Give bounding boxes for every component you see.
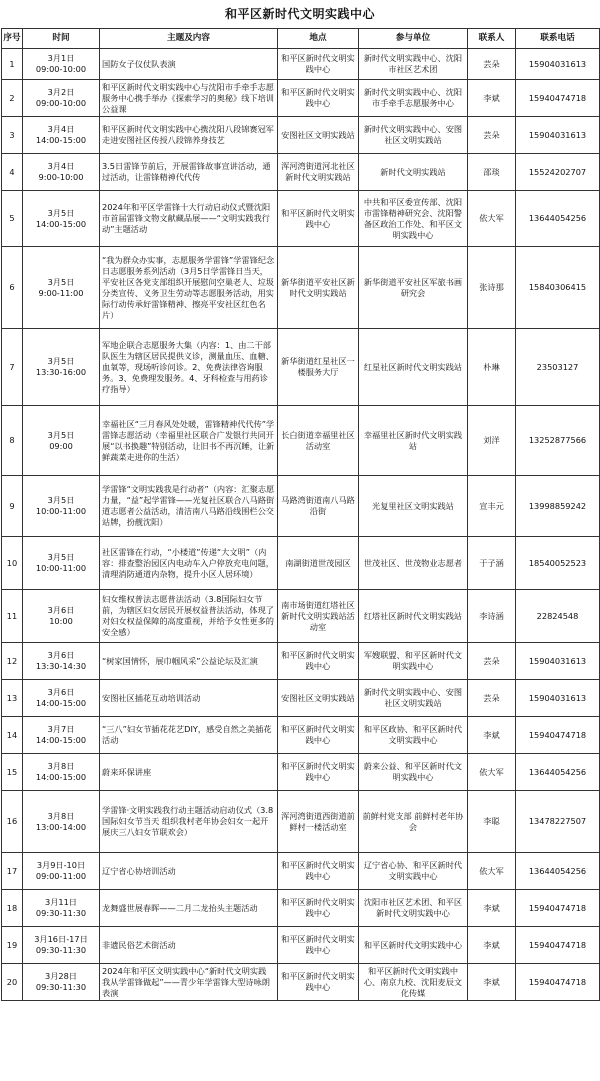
cell-topic: 蔚来环保讲座 xyxy=(100,754,278,791)
cell-units: 光复里社区文明实践站 xyxy=(359,476,468,537)
cell-units: 和平区政协、和平区新时代文明实践中心 xyxy=(359,717,468,754)
cell-phone: 15940474718 xyxy=(516,890,600,927)
cell-contact: 于子涵 xyxy=(468,537,516,590)
cell-units: 红星社区新时代文明实践站 xyxy=(359,329,468,406)
cell-phone: 23503127 xyxy=(516,329,600,406)
cell-place: 和平区新时代文明实践中心 xyxy=(278,964,359,1001)
cell-place: 新华街道平安社区新时代文明实践站 xyxy=(278,247,359,329)
cell-no: 14 xyxy=(2,717,23,754)
cell-no: 13 xyxy=(2,680,23,717)
cell-units: 幸福里社区新时代文明实践站 xyxy=(359,406,468,476)
cell-place: 和平区新时代文明实践中心 xyxy=(278,853,359,890)
cell-topic: 辽宁省心协培训活动 xyxy=(100,853,278,890)
cell-no: 6 xyxy=(2,247,23,329)
cell-place: 和平区新时代文明实践中心 xyxy=(278,49,359,80)
cell-units: 新时代文明实践中心、沈阳市社区艺术团 xyxy=(359,49,468,80)
cell-time: 3月5日 14:00-15:00 xyxy=(23,191,100,247)
cell-contact: 芸朵 xyxy=(468,680,516,717)
cell-units: 中共和平区委宣传部、沈阳市雷锋精神研究会、沈阳警备区政治工作处、和平区文明实践中心 xyxy=(359,191,468,247)
cell-no: 18 xyxy=(2,890,23,927)
table-row xyxy=(2,247,600,329)
cell-topic: 龙舞盛世展春晖——二月二龙抬头主题活动 xyxy=(100,890,278,927)
cell-phone: 13644054256 xyxy=(516,853,600,890)
cell-contact: 朴琳 xyxy=(468,329,516,406)
cell-no: 16 xyxy=(2,791,23,853)
cell-no: 15 xyxy=(2,754,23,791)
cell-no: 5 xyxy=(2,191,23,247)
cell-units: 世茂社区、世茂物业志愿者 xyxy=(359,537,468,590)
table-row xyxy=(2,717,600,754)
cell-time: 3月5日 13:30-16:00 xyxy=(23,329,100,406)
cell-place: 浑河湾街道西街道前鲜村一楼活动室 xyxy=(278,791,359,853)
cell-time: 3月6日 14:00-15:00 xyxy=(23,680,100,717)
cell-units: 新华街道平安社区军旅书画研究会 xyxy=(359,247,468,329)
cell-place: 和平区新时代文明实践中心 xyxy=(278,927,359,964)
cell-contact: 李斌 xyxy=(468,964,516,1001)
cell-time: 3月11日 09:30-11:30 xyxy=(23,890,100,927)
cell-time: 3月28日 09:30-11:30 xyxy=(23,964,100,1001)
cell-time: 3月8日 13:00-14:00 xyxy=(23,791,100,853)
cell-place: 长白街道幸福里社区活动室 xyxy=(278,406,359,476)
cell-contact: 李聪 xyxy=(468,791,516,853)
cell-contact: 依大军 xyxy=(468,754,516,791)
cell-phone: 18540052523 xyxy=(516,537,600,590)
cell-topic: “三八”妇女节插花花艺DIY，感受自然之美插花活动 xyxy=(100,717,278,754)
cell-units: 和平区新时代文明实践中心 xyxy=(359,927,468,964)
cell-time: 3月6日 10:00 xyxy=(23,590,100,643)
cell-topic: 军地企联合志愿服务大集（内容：1、由二干部队医生为辖区居民提供义诊，测量血压、血糖、血氧等，现场听诊问诊。2、免费法律咨询服务。3、免费理发服务。4、牙科检查与用药诊疗指导） xyxy=(100,329,278,406)
cell-topic: 2024年和平区学雷锋十大行动启动仪式暨沈阳市首届雷锋文物文献藏品展——“文明实践我行动”主题活动 xyxy=(100,191,278,247)
cell-no: 7 xyxy=(2,329,23,406)
cell-contact: 芸朵 xyxy=(468,49,516,80)
schedule-table xyxy=(1,28,600,1001)
cell-topic: 安图社区插花互动培训活动 xyxy=(100,680,278,717)
table-row xyxy=(2,49,600,80)
header-time: 时间 xyxy=(23,29,100,49)
table-row xyxy=(2,927,600,964)
cell-no: 2 xyxy=(2,80,23,117)
table-row xyxy=(2,680,600,717)
cell-no: 11 xyxy=(2,590,23,643)
table-row xyxy=(2,329,600,406)
cell-phone: 13998859242 xyxy=(516,476,600,537)
table-row xyxy=(2,80,600,117)
cell-no: 12 xyxy=(2,643,23,680)
cell-no: 1 xyxy=(2,49,23,80)
cell-phone: 15940474718 xyxy=(516,717,600,754)
header-topic: 主题及内容 xyxy=(100,29,278,49)
cell-phone: 15840306415 xyxy=(516,247,600,329)
cell-contact: 刘洋 xyxy=(468,406,516,476)
cell-time: 3月1日 09:00-10:00 xyxy=(23,49,100,80)
cell-place: 马路湾街道南八马路沿街 xyxy=(278,476,359,537)
cell-no: 17 xyxy=(2,853,23,890)
cell-place: 南湖街道世茂园区 xyxy=(278,537,359,590)
cell-contact: 张诗那 xyxy=(468,247,516,329)
cell-topic: “树家国情怀，展巾帼风采”公益论坛及汇演 xyxy=(100,643,278,680)
cell-contact: 依大军 xyxy=(468,853,516,890)
cell-phone: 13644054256 xyxy=(516,754,600,791)
cell-units: 蔚来公益、和平区新时代文明实践中心 xyxy=(359,754,468,791)
cell-topic: 非遗民俗艺术街活动 xyxy=(100,927,278,964)
cell-time: 3月16日-17日 09:30-11:30 xyxy=(23,927,100,964)
cell-contact: 芸朵 xyxy=(468,643,516,680)
cell-contact: 李诗涵 xyxy=(468,590,516,643)
cell-time: 3月9日-10日 09:00-11:00 xyxy=(23,853,100,890)
cell-place: 南市场街道红塔社区新时代文明实践站活动室 xyxy=(278,590,359,643)
cell-phone: 15904031613 xyxy=(516,49,600,80)
header-phone: 联系电话 xyxy=(516,29,600,49)
table-row xyxy=(2,537,600,590)
cell-no: 9 xyxy=(2,476,23,537)
cell-topic: 学雷锋“文明实践我是行动者”（内容：汇聚志愿力量，“益”起学雷锋——光复社区联合八马路街道志愿者公益活动，清洁南八马路沿线围栏公交站牌，扮靓沈阳） xyxy=(100,476,278,537)
cell-topic: 2024年和平区文明实践中心“新时代文明实践 我从学雷锋做起”——青少年学雷锋大型诗咏朗表演 xyxy=(100,964,278,1001)
cell-topic: 国防女子仪仗队表演 xyxy=(100,49,278,80)
cell-units: 新时代文明实践中心、安图社区文明实践站 xyxy=(359,680,468,717)
cell-place: 和平区新时代文明实践中心 xyxy=(278,754,359,791)
table-row xyxy=(2,853,600,890)
cell-phone: 13252877566 xyxy=(516,406,600,476)
cell-time: 3月2日 09:00-10:00 xyxy=(23,80,100,117)
cell-units: 红塔社区新时代文明实践站 xyxy=(359,590,468,643)
cell-phone: 15904031613 xyxy=(516,643,600,680)
cell-units: 前鲜村党支部 前鲜村老年协会 xyxy=(359,791,468,853)
cell-contact: 李斌 xyxy=(468,927,516,964)
cell-place: 浑河湾街道河北社区新时代文明实践站 xyxy=(278,154,359,191)
cell-place: 和平区新时代文明实践中心 xyxy=(278,643,359,680)
cell-place: 和平区新时代文明实践中心 xyxy=(278,890,359,927)
cell-units: 新时代文明实践中心、安图社区文明实践站 xyxy=(359,117,468,154)
table-row xyxy=(2,964,600,1001)
table-row xyxy=(2,791,600,853)
cell-units: 新时代文明实践站 xyxy=(359,154,468,191)
cell-phone: 15904031613 xyxy=(516,680,600,717)
cell-contact: 宣丰元 xyxy=(468,476,516,537)
cell-units: 辽宁省心协、和平区新时代文明实践中心 xyxy=(359,853,468,890)
cell-units: 和平区新时代文明实践中心、南京九校、沈阳麦辰文化传媒 xyxy=(359,964,468,1001)
cell-units: 新时代文明实践中心、沈阳市手牵手志愿服务中心 xyxy=(359,80,468,117)
cell-units: 沈阳市社区艺术团、和平区新时代文明实践中心 xyxy=(359,890,468,927)
cell-phone: 22824548 xyxy=(516,590,600,643)
cell-phone: 15940474718 xyxy=(516,927,600,964)
cell-time: 3月5日 09:00 xyxy=(23,406,100,476)
cell-place: 和平区新时代文明实践中心 xyxy=(278,80,359,117)
cell-contact: 依大军 xyxy=(468,191,516,247)
cell-phone: 15904031613 xyxy=(516,117,600,154)
cell-place: 和平区新时代文明实践中心 xyxy=(278,717,359,754)
cell-no: 10 xyxy=(2,537,23,590)
cell-place: 新华街道红星社区一楼服务大厅 xyxy=(278,329,359,406)
cell-phone: 15940474718 xyxy=(516,964,600,1001)
header-contact: 联系人 xyxy=(468,29,516,49)
cell-place: 安图社区文明实践站 xyxy=(278,680,359,717)
header-no: 序号 xyxy=(2,29,23,49)
table-row xyxy=(2,643,600,680)
header-row xyxy=(2,29,600,49)
table-row xyxy=(2,890,600,927)
cell-time: 3月6日 13:30-14:30 xyxy=(23,643,100,680)
cell-contact: 李斌 xyxy=(468,717,516,754)
cell-time: 3月8日 14:00-15:00 xyxy=(23,754,100,791)
cell-phone: 13478227507 xyxy=(516,791,600,853)
cell-topic: “我为群众办实事，志愿服务学雷锋”学雷锋纪念日志愿服务系列活动（3月5日学雷锋日当天，平安社区各党支部组织开展慰问空巢老人、垃圾分类宣传、义务卫生劳动等志愿服务活动，用实际行动传承好雷锋精神、擦亮平安社区红色名片） xyxy=(100,247,278,329)
cell-contact: 李斌 xyxy=(468,80,516,117)
cell-phone: 15940474718 xyxy=(516,80,600,117)
cell-topic: 3.5日雷锋节前后，开展雷锋故事宣讲活动，通过活动，让雷锋精神代代传 xyxy=(100,154,278,191)
cell-phone: 15524202707 xyxy=(516,154,600,191)
cell-topic: 和平区新时代文明实践中心携沈阳八段锦赛冠军走进安图社区传授八段锦养身技艺 xyxy=(100,117,278,154)
header-place: 地点 xyxy=(278,29,359,49)
table-row xyxy=(2,590,600,643)
table-row xyxy=(2,754,600,791)
table-row xyxy=(2,117,600,154)
cell-contact: 李斌 xyxy=(468,890,516,927)
cell-no: 8 xyxy=(2,406,23,476)
cell-no: 20 xyxy=(2,964,23,1001)
table-row xyxy=(2,154,600,191)
table-row xyxy=(2,191,600,247)
page-title: 和平区新时代文明实践中心 xyxy=(224,7,375,21)
cell-contact: 芸朵 xyxy=(468,117,516,154)
cell-topic: 和平区新时代文明实践中心与沈阳市手牵手志愿服务中心携手举办《探索学习的奥秘》线下培训公益课 xyxy=(100,80,278,117)
cell-place: 安图社区文明实践站 xyxy=(278,117,359,154)
cell-topic: 幸福社区“三月春风处处暖，雷锋精神代代传”学雷锋志愿活动（幸福里社区联合广发银行共同开展“以书换趣”特别活动，让旧书不再沉睡，让新鲜蔬菜走进你的生活） xyxy=(100,406,278,476)
cell-phone: 13644054256 xyxy=(516,191,600,247)
cell-no: 19 xyxy=(2,927,23,964)
table-row xyxy=(2,406,600,476)
cell-topic: 社区雷锋在行动，“小楼道”传递“大文明”（内容：排查整治园区内电动车入户停放充电问题，清理消防通道内杂物，提升小区人居环境） xyxy=(100,537,278,590)
cell-time: 3月7日 14:00-15:00 xyxy=(23,717,100,754)
cell-topic: 学雷锋·文明实践我行动主题活动启动仪式（3.8国际妇女节当天 组织我村老年协会妇女一起开展庆三八妇女节联欢会） xyxy=(100,791,278,853)
cell-topic: 妇女维权普法志愿普法活动（3.8国际妇女节前，为辖区妇女居民开展权益普法活动，体现了对妇女权益保障的高度重视，并给予女性更多的安全感） xyxy=(100,590,278,643)
cell-time: 3月4日 14:00-15:00 xyxy=(23,117,100,154)
cell-time: 3月5日 9:00-11:00 xyxy=(23,247,100,329)
header-units: 参与单位 xyxy=(359,29,468,49)
cell-no: 3 xyxy=(2,117,23,154)
cell-time: 3月5日 10:00-11:00 xyxy=(23,537,100,590)
cell-contact: 邵琰 xyxy=(468,154,516,191)
table-row xyxy=(2,476,600,537)
cell-units: 军嫂联盟、和平区新时代文明实践中心 xyxy=(359,643,468,680)
cell-no: 4 xyxy=(2,154,23,191)
table-body xyxy=(2,49,600,1001)
cell-place: 和平区新时代文明实践中心 xyxy=(278,191,359,247)
cell-time: 3月5日 10:00-11:00 xyxy=(23,476,100,537)
cell-time: 3月4日 9:00-10:00 xyxy=(23,154,100,191)
